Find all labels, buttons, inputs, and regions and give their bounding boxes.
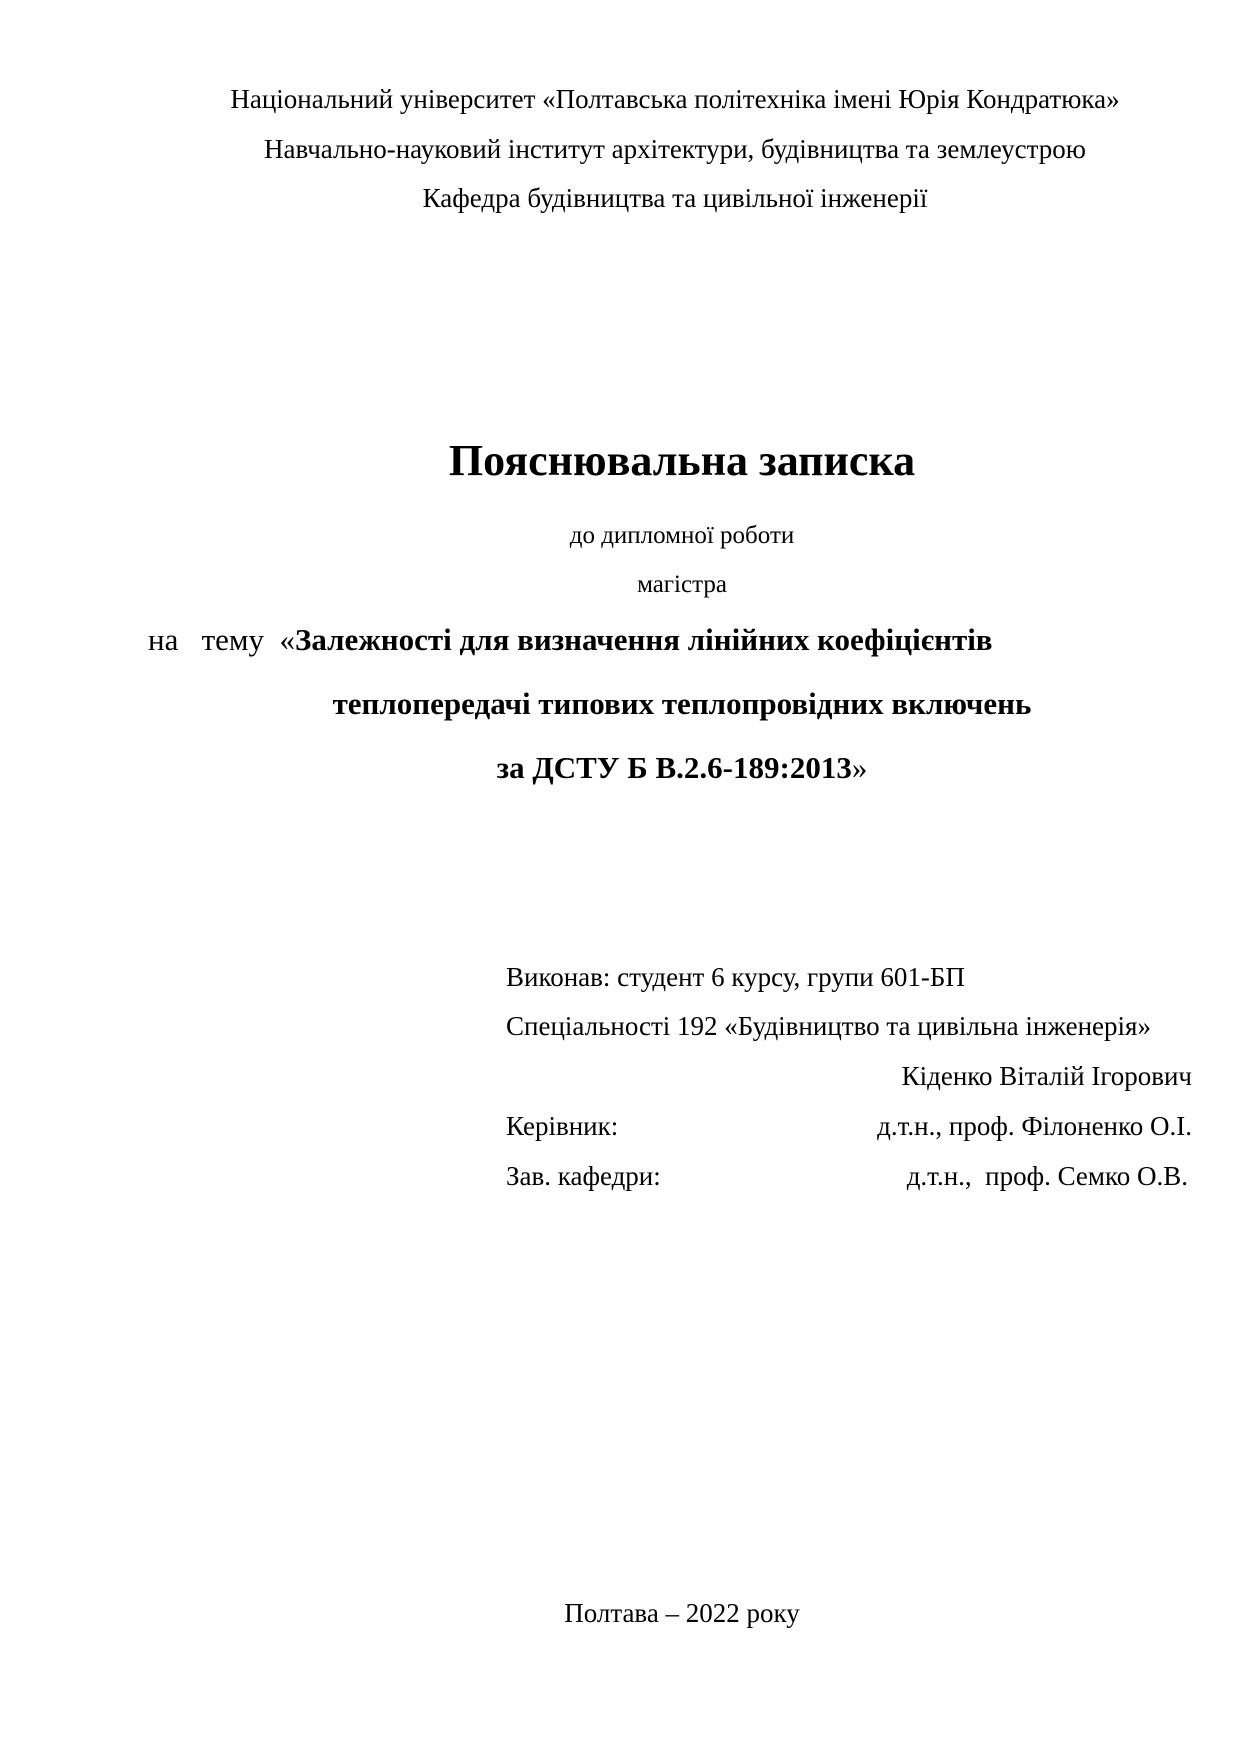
specialty: Спеціальності 192 «Будівництво та цивільна інженерія» bbox=[506, 1011, 1151, 1041]
head-name: д.т.н., проф. Семко О.В. bbox=[906, 1161, 1188, 1191]
department-name: Кафедра будівництва та цивільної інженерії bbox=[422, 183, 928, 213]
supervisor-name: д.т.н., проф. Філоненко О.І. bbox=[877, 1111, 1192, 1141]
topic-text-1: Залежності для визначення лінійних коефіцієнтів bbox=[295, 622, 993, 657]
institute-name: Навчально-науковий інститут архітектури, будівництва та землеустрою bbox=[264, 134, 1086, 164]
university-name: Національний університет «Полтавська політехніка імені Юрія Кондратюка» bbox=[230, 84, 1120, 114]
head-label: Зав. кафедри: bbox=[506, 1161, 661, 1191]
supervisor-label: Керівник: bbox=[506, 1111, 619, 1141]
document-title: Пояснювальна записка bbox=[448, 436, 916, 485]
place-year: Полтава – 2022 року bbox=[564, 1598, 800, 1628]
document-subtitle-degree: магістра bbox=[637, 571, 727, 598]
topic-prefix: на тему « bbox=[148, 622, 296, 657]
topic-line-2 bbox=[62, 686, 1240, 722]
topic-line-3 bbox=[62, 750, 1240, 786]
student-name: Кіденко Віталій Ігорович bbox=[901, 1061, 1192, 1091]
document-subtitle-work: до дипломної роботи bbox=[569, 522, 795, 549]
performed-by: Виконав: студент 6 курсу, групи 601-БП bbox=[506, 962, 965, 992]
topic-line-1 bbox=[148, 622, 993, 658]
topic-text-3: за ДСТУ Б В.2.6-189:2013 bbox=[496, 750, 852, 785]
topic-close-quote: » bbox=[851, 750, 868, 785]
topic-text-2: теплопередачі типових теплопровідних включень bbox=[332, 686, 1032, 721]
